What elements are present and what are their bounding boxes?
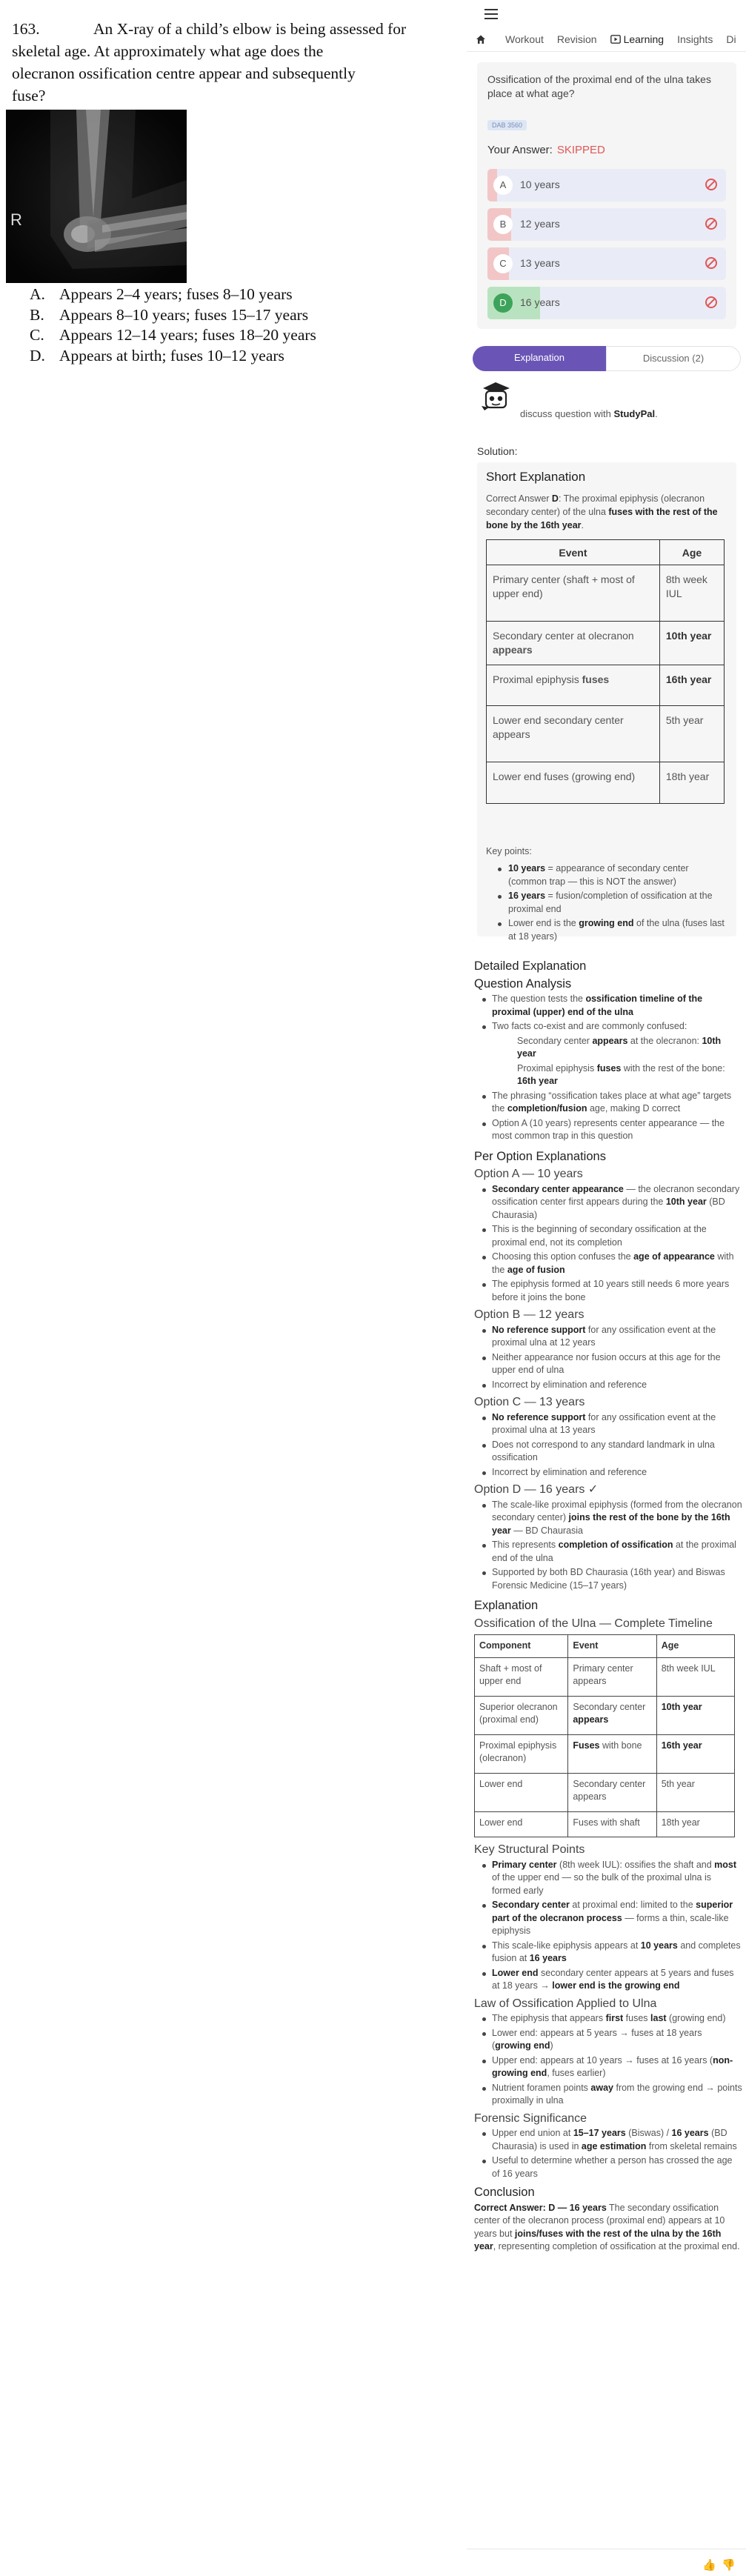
question-line-3: olecranon ossification centre appear and subsequently bbox=[12, 64, 356, 82]
option-d-list bbox=[474, 1499, 742, 1593]
list-item: The phrasing “ossification takes place at what age” targets the completion/fusion age, making D correct bbox=[474, 1090, 742, 1116]
answer-option-text: 12 years bbox=[520, 218, 560, 230]
question-number: 163. bbox=[12, 20, 40, 38]
forensic-list bbox=[474, 2127, 742, 2180]
table-cell: 8th week IUL bbox=[659, 565, 724, 622]
answer-option-letter: D bbox=[493, 293, 513, 313]
detailed-explanation bbox=[474, 956, 742, 2257]
short-event-table bbox=[486, 539, 725, 804]
key-points-list bbox=[486, 862, 725, 945]
table-cell: Secondary center appears bbox=[568, 1696, 656, 1734]
thumbs-up-icon[interactable]: 👍 bbox=[702, 2559, 716, 2572]
table-cell: 16th year bbox=[659, 665, 724, 706]
answer-option-letter: C bbox=[493, 254, 513, 273]
table-cell: Proximal epiphysis (olecranon) bbox=[475, 1734, 568, 1773]
list-item: Secondary center appearance — the olecranon secondary ossification center first appears during the 10th year (BD Chaurasia) bbox=[474, 1183, 742, 1222]
list-item: 16 years = fusion/completion of ossification at the proximal end bbox=[486, 890, 725, 916]
elbow-xray-image bbox=[6, 110, 187, 283]
list-item: Choosing this option confuses the age of appearance with the age of fusion bbox=[474, 1251, 742, 1277]
table-row bbox=[475, 1773, 735, 1811]
question-option-a: A. Appears 2–4 years; fuses 8–10 years bbox=[30, 285, 293, 303]
quiz-card bbox=[477, 62, 736, 329]
table-header: Age bbox=[656, 1635, 734, 1658]
xray-graphic bbox=[6, 110, 187, 283]
short-explanation-card bbox=[477, 462, 736, 942]
nav-learning-label: Learning bbox=[623, 33, 665, 45]
answer-option-text: 10 years bbox=[520, 179, 560, 190]
key-structural-list bbox=[474, 1859, 742, 1993]
question-line-4: fuse? bbox=[12, 87, 46, 104]
table-row bbox=[487, 665, 725, 706]
option-b-list bbox=[474, 1324, 742, 1392]
table-cell: Secondary center appears bbox=[568, 1773, 656, 1811]
question-option-b: B. Appears 8–10 years; fuses 15–17 years bbox=[30, 305, 309, 324]
law-list bbox=[474, 2012, 742, 2108]
wrong-icon bbox=[705, 179, 717, 190]
answer-option-b[interactable] bbox=[487, 208, 726, 241]
per-option-title: Per Option Explanations bbox=[474, 1149, 606, 1163]
question-line-2: skeletal age. At approximately what age does the bbox=[12, 42, 324, 60]
table-cell: Secondary center at olecranon appears bbox=[487, 622, 660, 665]
option-d-title: Option D — 16 years ✓ bbox=[474, 1483, 599, 1496]
xray-side-marker: R bbox=[10, 210, 22, 229]
table-header: Event bbox=[568, 1635, 656, 1658]
table-cell: 8th week IUL bbox=[656, 1657, 734, 1696]
table-cell: Fuses with shaft bbox=[568, 1811, 656, 1837]
solution-label: Solution: bbox=[477, 445, 518, 457]
question-line-1: An X-ray of a child’s elbow is being assessed for bbox=[93, 20, 407, 38]
list-item: This represents completion of ossification at the proximal end of the ulna bbox=[474, 1539, 742, 1565]
answer-option-a[interactable] bbox=[487, 169, 726, 202]
discuss-suffix: . bbox=[655, 408, 658, 419]
list-item: Lower end is the growing end of the ulna (fuses last at 18 years) bbox=[486, 917, 725, 943]
list-item: Incorrect by elimination and reference bbox=[474, 1466, 742, 1480]
table-row bbox=[487, 762, 725, 804]
table-row bbox=[487, 622, 725, 665]
feedback-bar bbox=[467, 2549, 746, 2576]
list-item: Option A (10 years) represents center appearance — the most common trap in this question bbox=[474, 1117, 742, 1143]
list-item: Secondary center appears at the olecranon: 10th year bbox=[517, 1035, 722, 1059]
table-cell: 18th year bbox=[659, 762, 724, 804]
table-row bbox=[487, 706, 725, 762]
table-row bbox=[475, 1811, 735, 1837]
nav-revision[interactable]: Revision bbox=[556, 33, 597, 45]
discuss-brand: StudyPal bbox=[613, 408, 656, 419]
answer-option-c[interactable] bbox=[487, 247, 726, 280]
list-item: Does not correspond to any standard landmark in ulna ossification bbox=[474, 1439, 742, 1465]
discuss-prefix: discuss question with bbox=[520, 408, 611, 419]
your-answer-status: SKIPPED bbox=[556, 144, 605, 156]
ossification-timeline-table bbox=[474, 1634, 735, 1837]
table-cell: Lower end bbox=[475, 1773, 568, 1811]
table-cell: Lower end fuses (growing end) bbox=[487, 762, 660, 804]
forensic-title: Forensic Significance bbox=[474, 2111, 587, 2125]
nav-learning[interactable] bbox=[610, 33, 665, 45]
wrong-icon bbox=[705, 218, 717, 230]
option-b-title: Option B — 12 years bbox=[474, 1308, 585, 1321]
table-row bbox=[475, 1696, 735, 1734]
table-row bbox=[475, 1657, 735, 1696]
list-item: The epiphysis that appears first fuses last (growing end) bbox=[474, 2012, 742, 2026]
table-cell: Primary center appears bbox=[568, 1657, 656, 1696]
table-cell: Fuses with bone bbox=[568, 1734, 656, 1773]
table-cell: Shaft + most of upper end bbox=[475, 1657, 568, 1696]
list-item: Upper end: appears at 10 years → fuses at 16 years (non-growing end, fuses earlier) bbox=[474, 2054, 742, 2080]
law-title: Law of Ossification Applied to Ulna bbox=[474, 1997, 657, 2010]
list-item: Neither appearance nor fusion occurs at this age for the upper end of ulna bbox=[474, 1351, 742, 1377]
list-item: This scale-like epiphysis appears at 10 years and completes fusion at 16 years bbox=[474, 1940, 742, 1966]
table-cell: 5th year bbox=[656, 1773, 734, 1811]
thumbs-down-icon[interactable]: 👎 bbox=[722, 2559, 736, 2572]
table-row bbox=[475, 1734, 735, 1773]
table-cell: Proximal epiphysis fuses bbox=[487, 665, 660, 706]
learning-icon bbox=[610, 35, 621, 44]
short-answer-lead: Correct Answer D: The proximal epiphysis (olecranon secondary center) of the ulna fuses with the rest of the bone by the 16th year. bbox=[486, 493, 718, 530]
study-app-panel bbox=[467, 0, 746, 2576]
option-a-title: Option A — 10 years bbox=[474, 1168, 583, 1180]
list-item: Proximal epiphysis fuses with the rest of the bone: 16th year bbox=[517, 1062, 725, 1086]
hamburger-menu-icon[interactable] bbox=[483, 6, 499, 22]
detailed-title: Detailed Explanation bbox=[474, 959, 587, 973]
list-item: The epiphysis formed at 10 years still needs 6 more years before it joins the bone bbox=[474, 1278, 742, 1304]
wrong-icon bbox=[705, 257, 717, 269]
list-item: No reference support for any ossification event at the proximal ulna at 13 years bbox=[474, 1411, 742, 1437]
table-cell: 16th year bbox=[656, 1734, 734, 1773]
answer-option-text: 16 years bbox=[520, 296, 560, 308]
list-item: The question tests the ossification timeline of the proximal (upper) end of the ulna bbox=[474, 993, 742, 1019]
table-cell: Lower end bbox=[475, 1811, 568, 1837]
quiz-question: Ossification of the proximal end of the ulna takes place at what age? bbox=[487, 73, 711, 99]
list-item: Nutrient foramen points away from the growing end → points proximally in ulna bbox=[474, 2082, 742, 2108]
question-tag: DAB 3560 bbox=[487, 120, 527, 130]
table-cell: Lower end secondary center appears bbox=[487, 706, 660, 762]
list-item: Useful to determine whether a person has crossed the age of 16 years bbox=[474, 2154, 742, 2180]
table-cell: 18th year bbox=[656, 1811, 734, 1837]
conclusion-text: Correct Answer: D — 16 years The secondary ossification center of the olecranon process (proximal end) appears at 10 years but joins/fuses with the rest of the ulna by the 16th year, representing completion of ossification at the proximal end. bbox=[474, 2202, 740, 2251]
list-item: The scale-like proximal epiphysis (formed from the olecranon secondary center) joins the rest of the bone by the 16th year — BD Chaurasia bbox=[474, 1499, 742, 1538]
answer-option-text: 13 years bbox=[520, 257, 560, 269]
question-options bbox=[30, 284, 316, 366]
answer-option-d[interactable] bbox=[487, 287, 726, 319]
list-item: Incorrect by elimination and reference bbox=[474, 1379, 742, 1392]
timeline-title: Ossification of the Ulna — Complete Timeline bbox=[474, 1617, 713, 1630]
list-item: Two facts co-exist and are commonly confused: bbox=[474, 1020, 742, 1034]
solution-tabs bbox=[473, 346, 741, 371]
nav-insights[interactable]: Insights bbox=[677, 33, 713, 45]
answer-option-letter: A bbox=[493, 176, 513, 195]
tab-discussion[interactable]: Discussion (2) bbox=[606, 346, 741, 371]
short-explanation-text bbox=[486, 492, 725, 532]
list-item: 10 years = appearance of secondary center (common trap — this is NOT the answer) bbox=[486, 862, 725, 888]
question-analysis-title: Question Analysis bbox=[474, 976, 572, 991]
list-item: Lower end secondary center appears at 5 years and fuses at 18 years → lower end is the growing end bbox=[474, 1967, 742, 1993]
question-option-d: D. Appears at birth; fuses 10–12 years bbox=[30, 346, 284, 365]
list-item: Lower end: appears at 5 years → fuses at 18 years (growing end) bbox=[474, 2027, 742, 2053]
list-item: No reference support for any ossification event at the proximal ulna at 12 years bbox=[474, 1324, 742, 1350]
explanation-title: Explanation bbox=[474, 1599, 539, 1612]
tab-explanation[interactable]: Explanation bbox=[473, 346, 606, 371]
option-c-list bbox=[474, 1411, 742, 1480]
home-icon[interactable] bbox=[476, 34, 492, 44]
table-cell: 10th year bbox=[656, 1696, 734, 1734]
conclusion-title: Conclusion bbox=[474, 2186, 535, 2199]
list-item: Primary center (8th week IUL): ossifies the shaft and most of the upper end — so the bulk of the proximal ulna is formed early bbox=[474, 1859, 742, 1898]
key-structural-title: Key Structural Points bbox=[474, 1843, 585, 1856]
your-answer-label: Your Answer: bbox=[487, 144, 553, 156]
list-item: Secondary center at proximal end: limited to the superior part of the olecranon process — forms a thin, scale-like epiphysis bbox=[474, 1899, 742, 1938]
nav-discussion-truncated[interactable]: Di bbox=[726, 33, 736, 45]
studypal-bot-icon[interactable] bbox=[477, 381, 514, 412]
table-header: Age bbox=[659, 540, 724, 565]
answer-option-letter: B bbox=[493, 215, 513, 234]
list-item: This is the beginning of secondary ossification at the proximal end, not its completion bbox=[474, 1223, 742, 1249]
your-answer bbox=[487, 144, 605, 156]
key-points-label: Key points: bbox=[486, 846, 532, 856]
table-header: Event bbox=[487, 540, 660, 565]
option-c-title: Option C — 13 years bbox=[474, 1396, 585, 1408]
discuss-with-studypal[interactable] bbox=[520, 408, 658, 419]
question-text bbox=[12, 18, 456, 107]
table-cell: Primary center (shaft + most of upper end) bbox=[487, 565, 660, 622]
table-row bbox=[487, 565, 725, 622]
table-cell: 5th year bbox=[659, 706, 724, 762]
question-analysis-list bbox=[474, 993, 742, 1143]
question-option-c: C. Appears 12–14 years; fuses 18–20 years bbox=[30, 326, 316, 344]
list-item: Supported by both BD Chaurasia (16th year) and Biswas Forensic Medicine (15–17 years) bbox=[474, 1566, 742, 1592]
option-a-list bbox=[474, 1183, 742, 1305]
top-nav bbox=[467, 27, 746, 52]
table-header: Component bbox=[475, 1635, 568, 1658]
wrong-icon bbox=[705, 296, 717, 308]
nav-workout[interactable]: Workout bbox=[505, 33, 544, 45]
table-cell: 10th year bbox=[659, 622, 724, 665]
short-explanation-title: Short Explanation bbox=[486, 470, 586, 484]
table-cell: Superior olecranon (proximal end) bbox=[475, 1696, 568, 1734]
list-item: Upper end union at 15–17 years (Biswas) / 16 years (BD Chaurasia) is used in age estimation from skeletal remains bbox=[474, 2127, 742, 2153]
